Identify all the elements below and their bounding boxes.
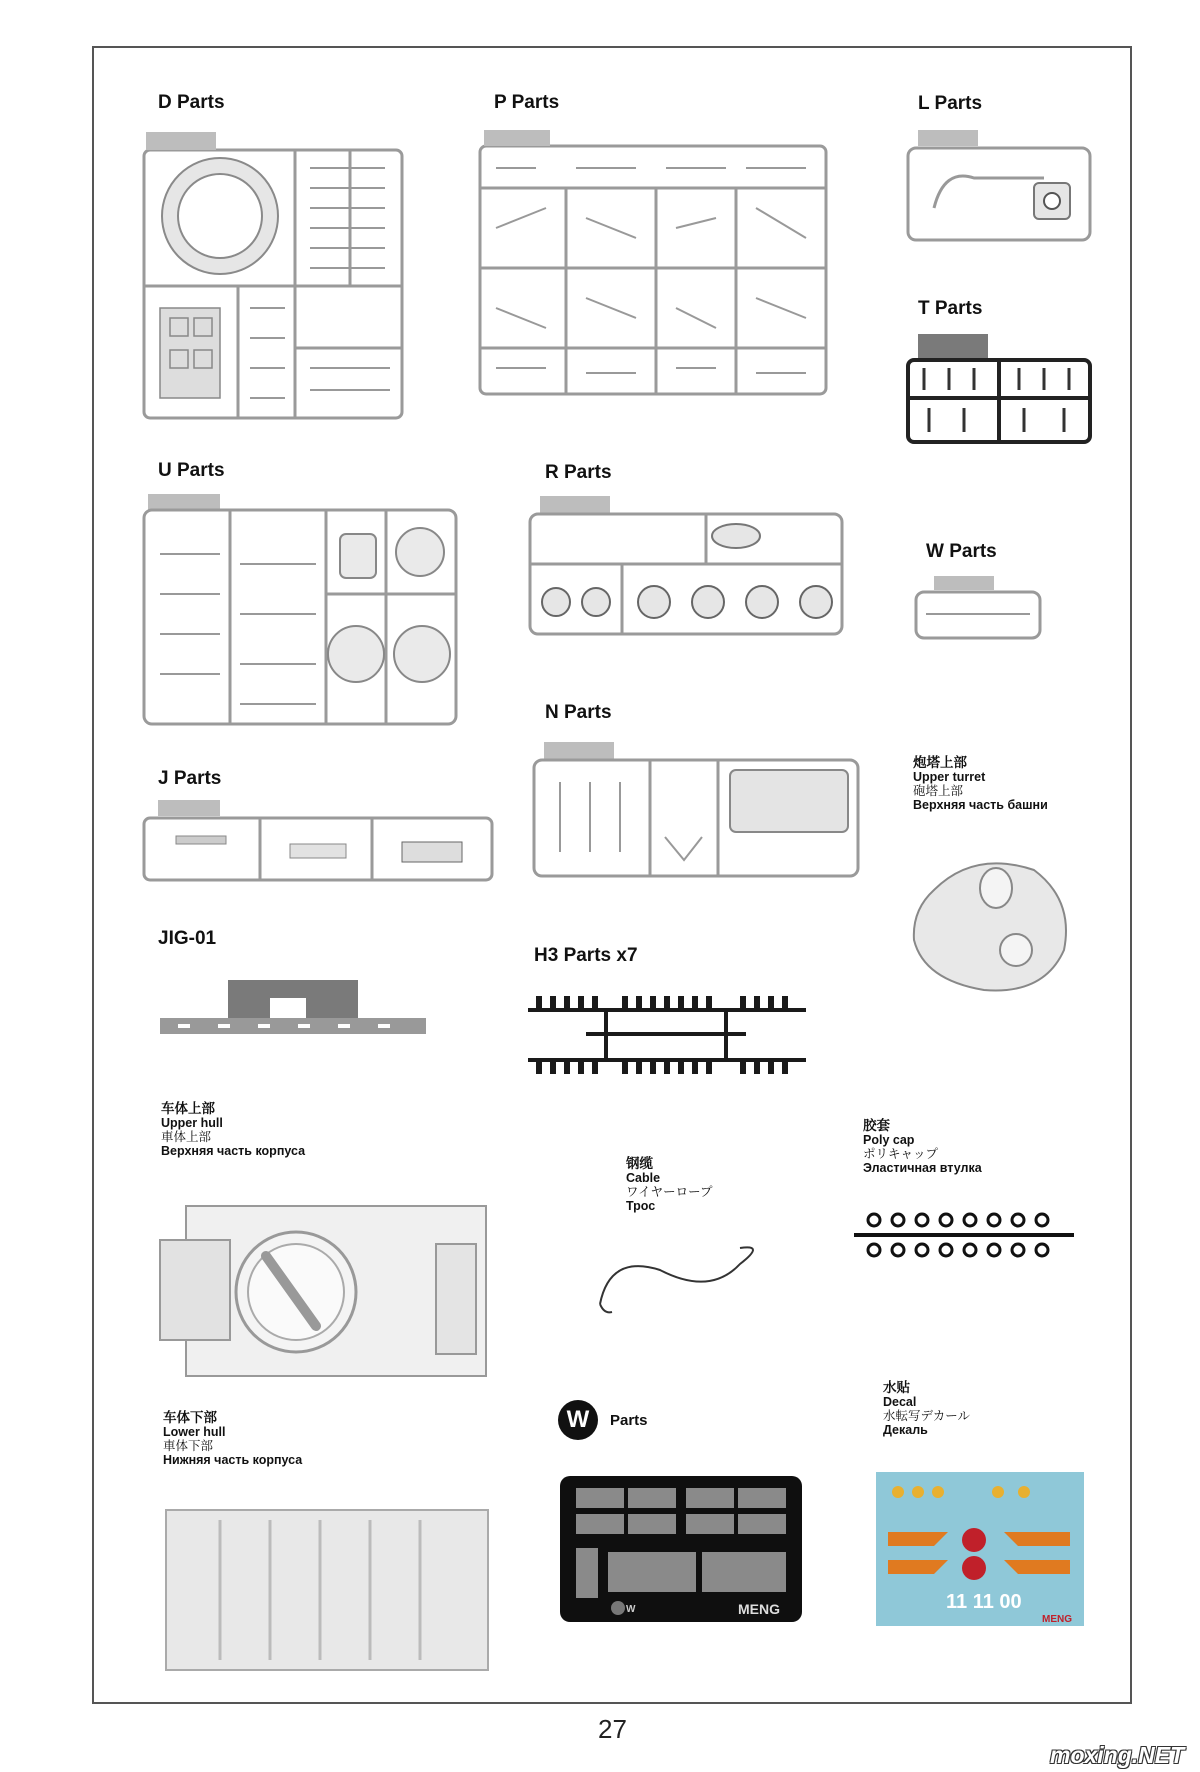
upper-turret-callout [913,756,1048,812]
photo-etch-sheet [558,1474,804,1624]
lower-hull-cn: 车体下部 [163,1410,217,1425]
l-parts-label: L Parts [918,93,983,114]
upper-turret-en: Upper turret [913,770,986,784]
upper-turret-cn: 炮塔上部 [913,755,967,770]
watermark: moxing.NET [1050,1742,1185,1768]
p-sprue [476,128,830,398]
h3-track-sprue [526,990,808,1078]
poly-cap-callout [863,1119,982,1175]
n-parts-label: N Parts [545,702,612,723]
d-sprue [140,128,406,422]
decal-callout [883,1381,970,1437]
d-parts-label: D Parts [158,92,225,113]
upper-hull-en: Upper hull [161,1116,223,1130]
l-sprue [904,128,1094,244]
u-parts-label: U Parts [158,460,225,481]
upper-turret-jp: 砲塔上部 [913,784,964,798]
poly-cap-part [852,1210,1076,1260]
upper-hull-ru: Верхняя часть корпуса [161,1144,306,1158]
upper-turret-ru: Верхняя часть башни [913,798,1048,812]
decal-numbers: 11 11 00 [946,1591,1022,1613]
r-sprue [526,496,846,638]
etch-brand: MENG [738,1601,780,1617]
t-parts-label: T Parts [918,298,983,319]
poly-cap-cn: 胶套 [863,1118,890,1133]
lower-hull-part [160,1500,492,1680]
cable-cn: 钢缆 [626,1156,653,1171]
cable-callout [626,1157,713,1213]
t-sprue [904,334,1094,446]
upper-turret-part [904,850,1074,1000]
u-sprue [140,494,460,728]
decal-jp: 水転写デカール [883,1409,971,1423]
h3-parts-label: H3 Parts x7 [534,945,638,966]
cable-part [590,1244,766,1324]
upper-hull-part [156,1196,492,1382]
n-sprue [530,742,862,880]
decal-ru: Декаль [883,1423,928,1437]
j-sprue [140,800,496,884]
r-parts-label: R Parts [545,462,612,483]
lower-hull-callout [163,1411,302,1467]
cable-en: Cable [626,1171,661,1185]
poly-cap-jp: ポリキャップ [863,1147,939,1161]
poly-cap-en: Poly cap [863,1133,915,1147]
j-parts-label: J Parts [158,768,222,789]
decal-brand: MENG [1042,1614,1072,1625]
etch-letter: W [626,1604,636,1615]
cable-jp: ワイヤーロープ [626,1185,713,1199]
upper-hull-cn: 车体上部 [161,1101,215,1116]
decal-en: Decal [883,1395,917,1409]
lower-hull-en: Lower hull [163,1425,226,1439]
lower-hull-jp: 車体下部 [163,1439,214,1453]
decal-sheet [874,1470,1086,1628]
cable-ru: Трос [626,1199,656,1213]
jig-01-part [158,978,428,1036]
poly-cap-ru: Эластичная втулка [863,1161,982,1175]
w-parts-label: W Parts [926,541,997,562]
jig-01-label: JIG-01 [158,928,217,949]
p-parts-label: P Parts [494,92,560,113]
decal-cn: 水贴 [883,1380,910,1395]
upper-hull-callout [161,1102,305,1158]
w-etched-parts-label: Parts [610,1412,648,1429]
w-etched-badge: W [558,1400,598,1440]
lower-hull-ru: Нижняя часть корпуса [163,1453,303,1467]
upper-hull-jp: 車体上部 [161,1130,212,1144]
w-sprue [912,576,1044,642]
page-number: 27 [598,1714,627,1744]
